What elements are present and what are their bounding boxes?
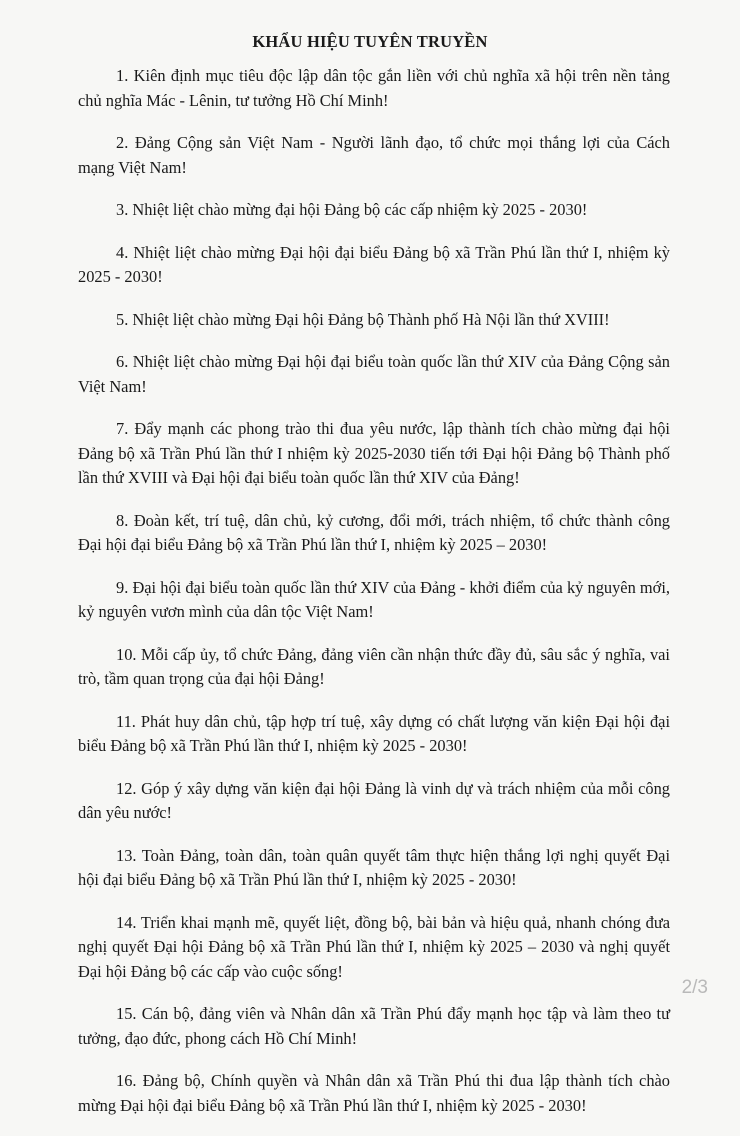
slogan-list [78,64,670,1136]
slogan-item: 11. Phát huy dân chủ, tập hợp trí tuệ, xây dựng có chất lượng văn kiện Đại hội đại biểu Đảng bộ xã Trần Phú lần thứ I, nhiệm kỳ 2025 - 2030! [78,711,670,755]
slogan-item: 7. Đẩy mạnh các phong trào thi đua yêu nước, lập thành tích chào mừng đại hội Đảng bộ xã Trần Phú lần thứ I nhiệm kỳ 2025-2030 tiến tới Đại hội Đảng bộ Thành phố lần thứ XVIII và Đại hội đại biểu toàn quốc lần thứ XIV của Đảng! [78,419,670,487]
slogan-item: 8. Đoàn kết, trí tuệ, dân chủ, kỷ cương, đổi mới, trách nhiệm, tổ chức thành công Đại hội đại biểu Đảng bộ xã Trần Phú lần thứ I, nhiệm kỳ 2025 – 2030! [78,510,670,554]
slogan-item: 5. Nhiệt liệt chào mừng Đại hội Đảng bộ Thành phố Hà Nội lần thứ XVIII! [116,309,610,329]
slogan-item: 16. Đảng bộ, Chính quyền và Nhân dân xã Trần Phú thi đua lập thành tích chào mừng Đại hội đại biểu Đảng bộ xã Trần Phú lần thứ I, nhiệm kỳ 2025 - 2030! [78,1071,670,1115]
slogan-item: 6. Nhiệt liệt chào mừng Đại hội đại biểu toàn quốc lần thứ XIV của Đảng Cộng sản Việt Nam! [78,352,670,396]
slogan-item: 15. Cán bộ, đảng viên và Nhân dân xã Trần Phú đẩy mạnh học tập và làm theo tư tưởng, đạo đức, phong cách Hồ Chí Minh! [78,1004,670,1048]
slogan-item: 3. Nhiệt liệt chào mừng đại hội Đảng bộ các cấp nhiệm kỳ 2025 - 2030! [116,200,588,219]
slogan-item: 4. Nhiệt liệt chào mừng Đại hội đại biểu Đảng bộ xã Trần Phú lần thứ I, nhiệm kỳ 2025 - 2030! [78,242,670,286]
slogan-item: 9. Đại hội đại biểu toàn quốc lần thứ XIV của Đảng - khởi điểm của kỷ nguyên mới, kỷ nguyên vươn mình của dân tộc Việt Nam! [78,577,670,621]
slogan-item: 12. Góp ý xây dựng văn kiện đại hội Đảng là vinh dự và trách nhiệm của mỗi công dân yêu nước! [78,778,670,822]
slogan-item: 2. Đảng Cộng sản Việt Nam - Người lãnh đạo, tổ chức mọi thắng lợi của Cách mạng Việt Nam! [78,133,670,177]
page-number: 2/3 [681,977,708,998]
slogan-item: 14. Triển khai mạnh mẽ, quyết liệt, đồng bộ, bài bản và hiệu quả, nhanh chóng đưa nghị quyết Đại hội Đảng bộ xã Trần Phú lần thứ I, nhiệm kỳ 2025 – 2030 và nghị quyết Đại hội Đảng bộ các cấp vào cuộc sống! [78,912,670,981]
slogan-item: 1. Kiên định mục tiêu độc lập dân tộc gắn liền với chủ nghĩa xã hội trên nền tảng chủ nghĩa Mác - Lênin, tư tưởng Hồ Chí Minh! [78,66,670,110]
slogan-item: 13. Toàn Đảng, toàn dân, toàn quân quyết tâm thực hiện thắng lợi nghị quyết Đại hội đại biểu Đảng bộ xã Trần Phú lần thứ I, nhiệm kỳ 2025 - 2030! [78,845,670,889]
slogan-item: 10. Mỗi cấp ủy, tổ chức Đảng, đảng viên cần nhận thức đầy đủ, sâu sắc ý nghĩa, vai trò, tầm quan trọng của đại hội Đảng! [78,644,670,688]
document-title: KHẨU HIỆU TUYÊN TRUYỀN [252,32,488,51]
